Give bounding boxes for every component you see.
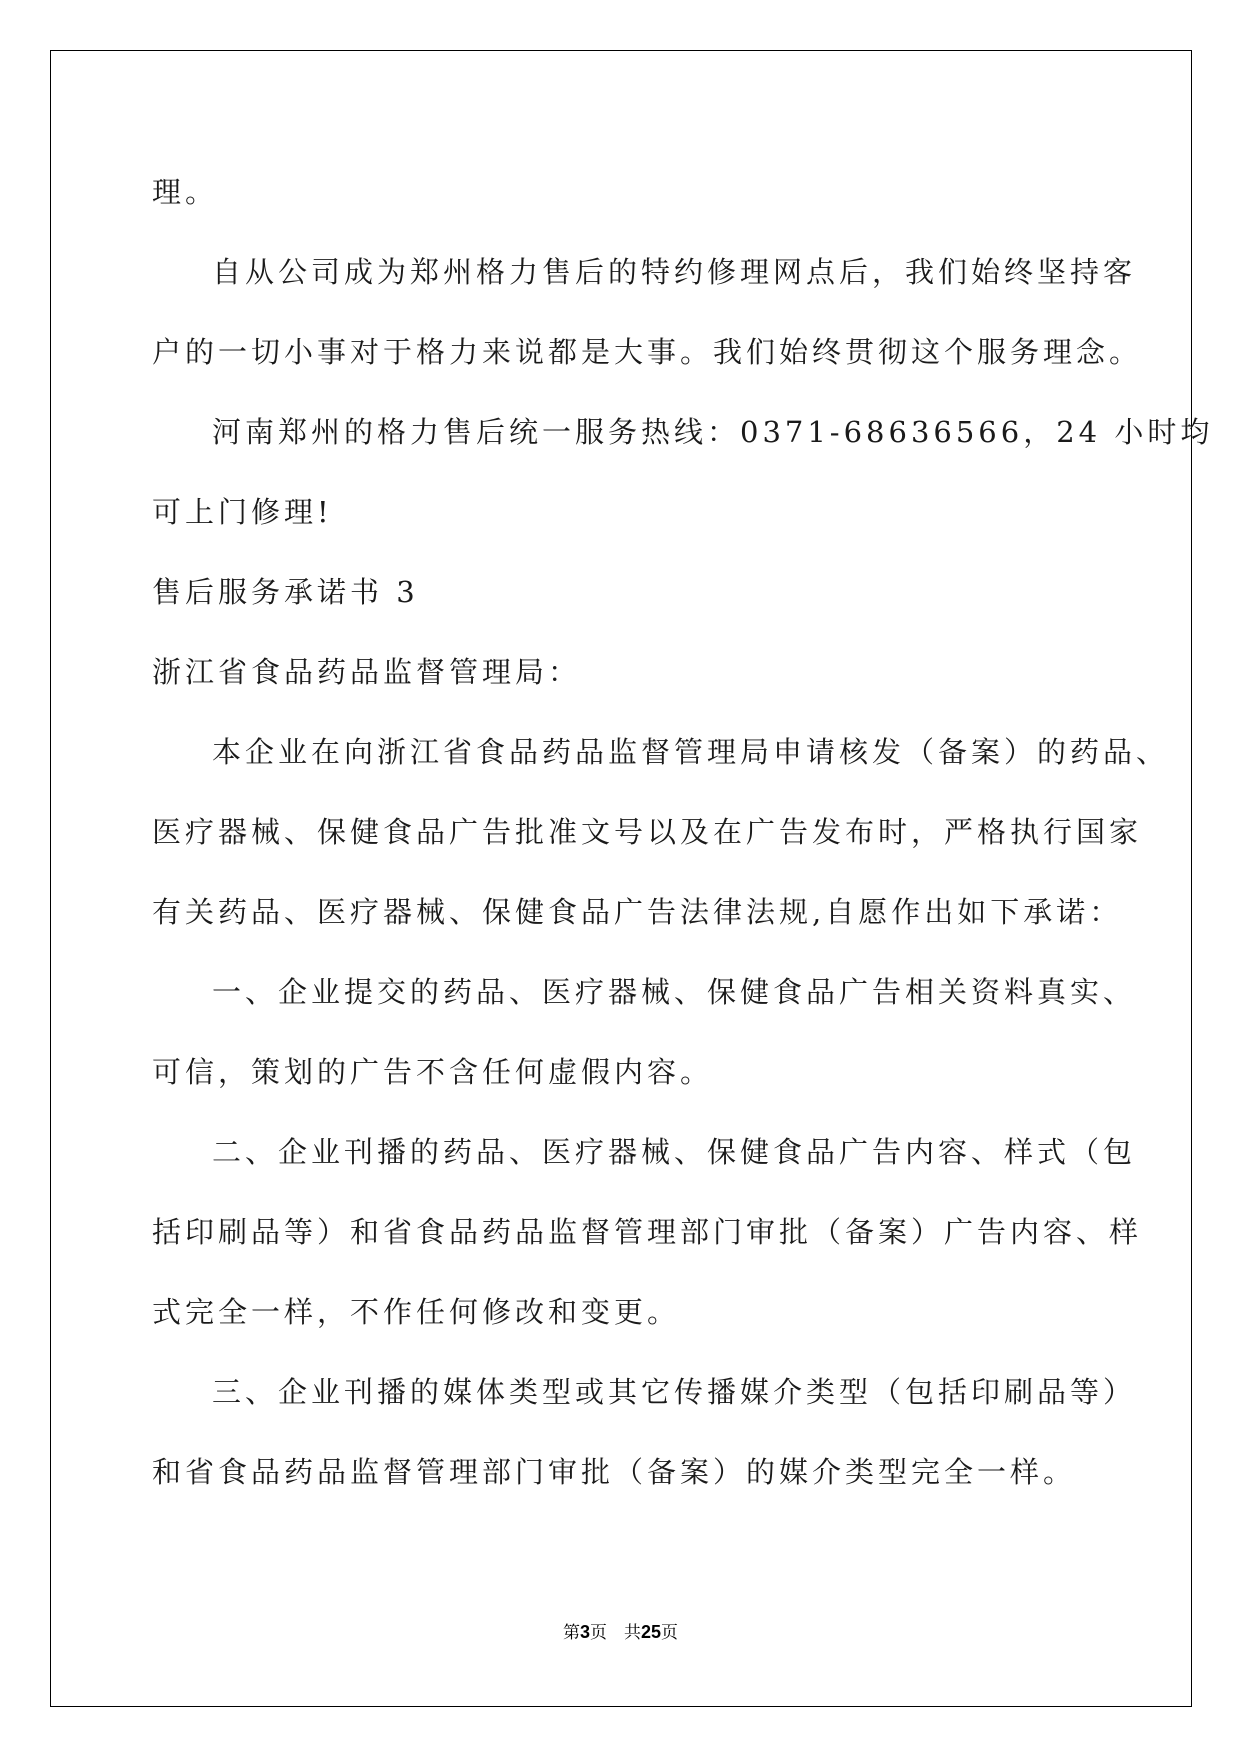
paragraph-line: 河南郑州的格力售后统一服务热线：0371-68636566，24 小时均 [212, 415, 1214, 449]
text-line: 和省食品药品监督管理部门审批（备案）的媒介类型完全一样。 [152, 1455, 1077, 1489]
paragraph-line: 二、企业刊播的药品、医疗器械、保健食品广告内容、样式（包 [212, 1135, 1137, 1169]
text-line: 括印刷品等）和省食品药品监督管理部门审批（备案）广告内容、样 [152, 1215, 1143, 1249]
page-footer [0, 1618, 1241, 1643]
text-line: 可信，策划的广告不含任何虚假内容。 [152, 1055, 714, 1089]
text-line: 式完全一样，不作任何修改和变更。 [152, 1295, 681, 1329]
paragraph-line: 自从公司成为郑州格力售后的特约修理网点后，我们始终坚持客 [212, 255, 1137, 289]
footer-mid: 页 共 [589, 1623, 641, 1643]
footer-suffix: 页 [661, 1623, 679, 1643]
footer-prefix: 第 [562, 1623, 580, 1643]
paragraph-line: 一、企业提交的药品、医疗器械、保健食品广告相关资料真实、 [212, 975, 1137, 1009]
paragraph-line: 三、企业刊播的媒体类型或其它传播媒介类型（包括印刷品等） [212, 1375, 1137, 1409]
current-page-number: 3 [579, 1622, 590, 1642]
text-line: 医疗器械、保健食品广告批准文号以及在广告发布时，严格执行国家 [152, 815, 1143, 849]
text-line: 可上门修理! [152, 495, 333, 529]
text-line: 户的一切小事对于格力来说都是大事。我们始终贯彻这个服务理念。 [152, 335, 1143, 369]
total-page-count: 25 [640, 1622, 662, 1642]
paragraph-line: 本企业在向浙江省食品药品监督管理局申请核发（备案）的药品、 [212, 735, 1170, 769]
text-line: 理。 [152, 175, 219, 209]
section-heading: 售后服务承诺书 3 [152, 575, 419, 609]
text-line: 有关药品、医疗器械、保健食品广告法律法规,自愿作出如下承诺： [152, 895, 1123, 929]
addressee-line: 浙江省食品药品监督管理局： [152, 655, 582, 689]
